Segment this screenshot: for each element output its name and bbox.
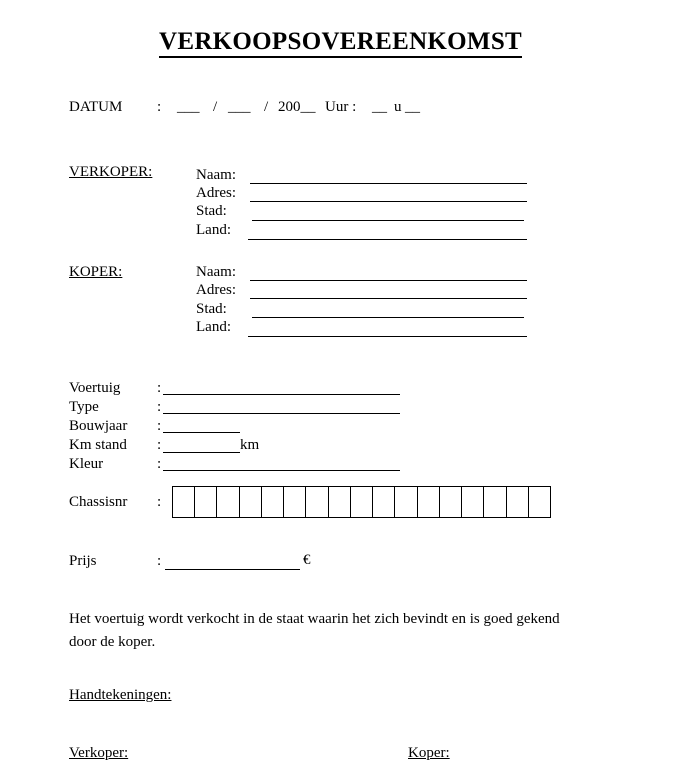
time-hour-field[interactable]: __: [372, 99, 387, 115]
page-title-text: VERKOOPSOVEREENKOMST: [159, 28, 522, 58]
buyer-country-input[interactable]: [248, 336, 527, 337]
chassis-cell[interactable]: [395, 487, 417, 517]
mileage-colon: :: [157, 437, 162, 453]
buyer-name-label: Naam:: [196, 264, 236, 280]
vehicle-colon: :: [157, 380, 162, 396]
buyer-address-input[interactable]: [250, 298, 527, 299]
time-label: Uur :: [325, 99, 357, 115]
signatures-heading: Handtekeningen:: [69, 687, 172, 703]
time-hour-unit: u: [394, 99, 402, 115]
type-label: Type: [69, 399, 99, 415]
seller-name-label: Naam:: [196, 167, 236, 183]
date-separator-2: /: [264, 99, 269, 115]
color-input[interactable]: [163, 470, 400, 471]
time-minute-field[interactable]: __: [405, 99, 420, 115]
price-currency-symbol: €: [303, 552, 311, 568]
color-label: Kleur: [69, 456, 104, 472]
chassis-cell[interactable]: [484, 487, 506, 517]
date-label: DATUM: [69, 99, 123, 115]
condition-clause: Het voertuig wordt verkocht in de staat waarin het zich bevindt en is goed gekend door de koper.: [69, 611, 560, 650]
seller-address-input[interactable]: [250, 201, 527, 202]
seller-city-label: Stad:: [196, 203, 227, 219]
price-input[interactable]: [165, 569, 300, 570]
page-title: [0, 28, 681, 56]
chassis-cell[interactable]: [462, 487, 484, 517]
type-input[interactable]: [163, 413, 400, 414]
chassis-cell[interactable]: [440, 487, 462, 517]
chassis-label: Chassisnr: [69, 494, 128, 510]
seller-signature-label[interactable]: Verkoper:: [69, 745, 129, 761]
chassis-cell[interactable]: [195, 487, 217, 517]
chassis-cell[interactable]: [217, 487, 239, 517]
chassis-input-grid[interactable]: [172, 486, 551, 518]
price-colon: :: [157, 553, 162, 569]
chassis-cell[interactable]: [240, 487, 262, 517]
chassis-cell[interactable]: [529, 487, 550, 517]
mileage-label: Km stand: [69, 437, 127, 453]
date-month-field[interactable]: ___: [228, 99, 251, 115]
buyer-city-input[interactable]: [252, 317, 524, 318]
chassis-cell[interactable]: [418, 487, 440, 517]
year-colon: :: [157, 418, 162, 434]
chassis-cell[interactable]: [262, 487, 284, 517]
vehicle-label: Voertuig: [69, 380, 121, 396]
date-year-field[interactable]: 200__: [278, 99, 316, 115]
seller-country-input[interactable]: [248, 239, 527, 240]
date-day-field[interactable]: ___: [177, 99, 200, 115]
buyer-heading: KOPER:: [69, 264, 123, 280]
chassis-cell[interactable]: [351, 487, 373, 517]
price-label: Prijs: [69, 553, 97, 569]
buyer-city-label: Stad:: [196, 301, 227, 317]
type-colon: :: [157, 399, 162, 415]
seller-heading: VERKOPER:: [69, 164, 153, 180]
vehicle-input[interactable]: [163, 394, 400, 395]
color-colon: :: [157, 456, 162, 472]
year-input[interactable]: [163, 432, 240, 433]
chassis-cell[interactable]: [373, 487, 395, 517]
seller-country-label: Land:: [196, 222, 231, 238]
buyer-address-label: Adres:: [196, 282, 236, 298]
chassis-cell[interactable]: [173, 487, 195, 517]
seller-city-input[interactable]: [252, 220, 524, 221]
mileage-unit: km: [240, 437, 260, 453]
chassis-cell[interactable]: [507, 487, 529, 517]
chassis-cell[interactable]: [306, 487, 328, 517]
date-separator-1: /: [213, 99, 218, 115]
year-label: Bouwjaar: [69, 418, 128, 434]
mileage-input[interactable]: [163, 452, 240, 453]
seller-name-input[interactable]: [250, 183, 527, 184]
seller-address-label: Adres:: [196, 185, 236, 201]
chassis-cell[interactable]: [284, 487, 306, 517]
chassis-cell[interactable]: [329, 487, 351, 517]
buyer-signature-label[interactable]: Koper:: [408, 745, 450, 761]
buyer-country-label: Land:: [196, 319, 231, 335]
date-colon: :: [157, 99, 162, 115]
chassis-colon: :: [157, 494, 162, 510]
buyer-name-input[interactable]: [250, 280, 527, 281]
